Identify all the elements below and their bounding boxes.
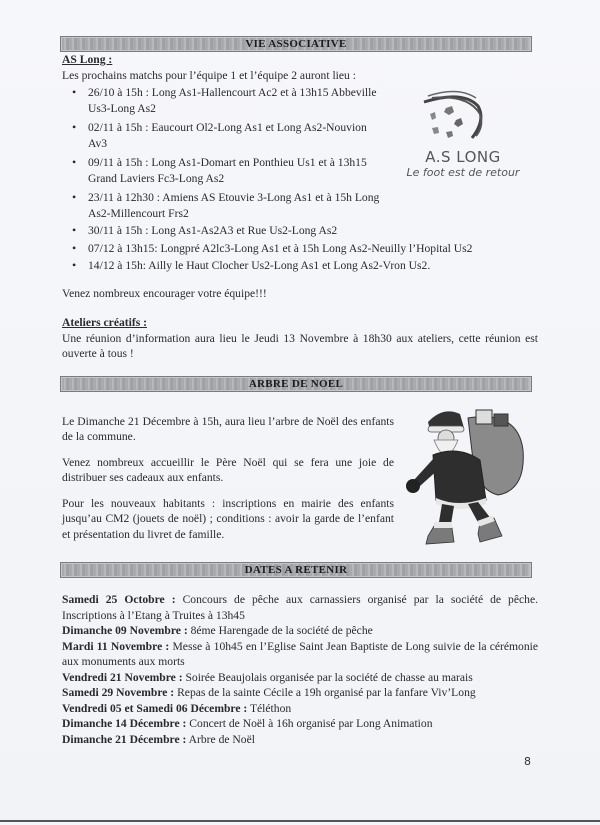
event-date: Dimanche 14 Décembre :	[62, 717, 187, 730]
santa-claus-illustration	[398, 400, 538, 550]
event-description: Téléthon	[247, 701, 292, 715]
event-description: Soirée Beaujolais organisée par la société de chasse au marais	[182, 670, 473, 684]
event-date: Dimanche 21 Décembre :	[62, 732, 187, 746]
logo-club-name: A.S LONG	[425, 148, 501, 166]
as-long-block	[62, 52, 538, 276]
ateliers-text: Une réunion d’information aura lieu le Jeudi 13 Novembre à 18h30 aux ateliers, cette réunion est ouverte à tous !	[62, 331, 538, 360]
match-item: • 14/12 à 15h: Ailly le Haut Clocher Us2-Long As1 et Long As2-Vron Us2.	[62, 258, 538, 274]
event-date: Dimanche 09 Novembre :	[62, 624, 188, 637]
match-item: • 02/11 à 15h : Eaucourt Ol2-Long As1 et Long As2-Nouvion Av3	[62, 120, 380, 151]
section-header-dates-a-retenir	[60, 562, 532, 578]
logo-tagline: Le foot est de retour	[406, 166, 520, 179]
section-header-vie-associative	[60, 36, 532, 52]
section-title: ARBRE DE NOEL	[248, 377, 344, 390]
arbre-text	[62, 392, 394, 543]
match-item: • 07/12 à 13h15: Longpré A2lc3-Long As1 et à 15h Long As2-Neuilly l’Hopital Us2	[62, 241, 538, 257]
page-number: 8	[524, 755, 531, 768]
match-item: • 30/11 à 15h : Long As1-As2A3 et Rue Us2-Long As2	[62, 223, 538, 239]
event-date: Vendredi 21 Novembre :	[62, 670, 183, 684]
as-long-heading: AS Long :	[62, 53, 113, 66]
date-entry	[62, 592, 538, 623]
event-description: Messe à 10h45 en l’Eglise Saint Jean Baptiste de Long suivie de la cérémonie aux monuments aux morts	[62, 639, 538, 668]
arbre-de-noel-content	[60, 392, 538, 553]
spacer	[60, 552, 538, 562]
as-long-logo-block	[388, 88, 538, 198]
match-item: • 09/11 à 15h : Long As1-Domart en Ponthieu Us1 et à 13h15 Grand Laviers Fc3-Long As2	[62, 155, 380, 186]
as-long-intro: Les prochains matchs pour l’équipe 1 et l’équipe 2 auront lieu :	[62, 68, 356, 82]
date-entry	[62, 701, 538, 717]
date-entry	[62, 623, 538, 639]
as-long-logo	[388, 88, 538, 148]
date-entry	[62, 716, 538, 732]
event-description: Arbre de Noël	[186, 732, 255, 746]
section-header-arbre-de-noel	[60, 376, 532, 392]
ateliers-heading: Ateliers créatifs :	[62, 316, 147, 329]
spacer	[62, 276, 538, 286]
vie-associative-content	[60, 52, 538, 362]
spacer	[60, 362, 538, 376]
date-entry	[62, 670, 538, 686]
event-description: Concours de pêche aux carnassiers organisé par la société de pêche. Inscriptions à l’Etang à Truites à 13h45	[62, 593, 538, 622]
date-entry	[62, 685, 538, 701]
arbre-paragraph: Le Dimanche 21 Décembre à 15h, aura lieu l’arbre de Noël des enfants de la commune.	[62, 414, 394, 443]
event-date: Samedi 25 Octobre :	[62, 593, 176, 606]
section-title: DATES A RETENIR	[244, 564, 348, 576]
event-description: Repas de la sainte Cécile a 19h organisé par la fanfare Viv’Long	[174, 686, 476, 699]
arbre-paragraph: Pour les nouveaux habitants : inscriptions en mairie des enfants jusqu’au CM2 (jouets de noël) ; conditions : avoir la garde de l’enfant et présentation du livret de famille.	[62, 496, 394, 541]
match-item: • 26/10 à 15h : Long As1-Hallencourt Ac2 et à 13h15 Abbeville Us3-Long As2	[62, 85, 380, 116]
event-date: Vendredi 05 et Samedi 06 Décembre :	[62, 701, 248, 715]
dates-list	[60, 578, 538, 747]
event-date: Mardi 11 Novembre :	[62, 639, 170, 653]
spacer	[62, 578, 538, 592]
match-item: • 23/11 à 12h30 : Amiens AS Etouvie 3-Long As1 et à 15h Long As2-Millencourt Frs2	[62, 190, 538, 221]
date-entry	[62, 732, 538, 748]
event-description: 8éme Harengade de la société de pêche	[187, 624, 373, 637]
spacer	[62, 301, 538, 315]
section-title: VIE ASSOCIATIVE	[245, 38, 347, 50]
soccer-ball-icon	[430, 106, 463, 138]
encourage-text: Venez nombreux encourager votre équipe!!!	[62, 286, 267, 300]
event-date: Samedi 29 Novembre :	[62, 686, 175, 699]
santa-block	[398, 400, 538, 550]
arbre-paragraph: Venez nombreux accueillir le Père Noël qui se fera une joie de distribuer ses cadeaux aux enfants.	[62, 455, 394, 484]
event-description: Concert de Noël à 16h organisé par Long Animation	[186, 717, 433, 730]
date-entry	[62, 639, 538, 670]
spacer	[62, 392, 394, 414]
